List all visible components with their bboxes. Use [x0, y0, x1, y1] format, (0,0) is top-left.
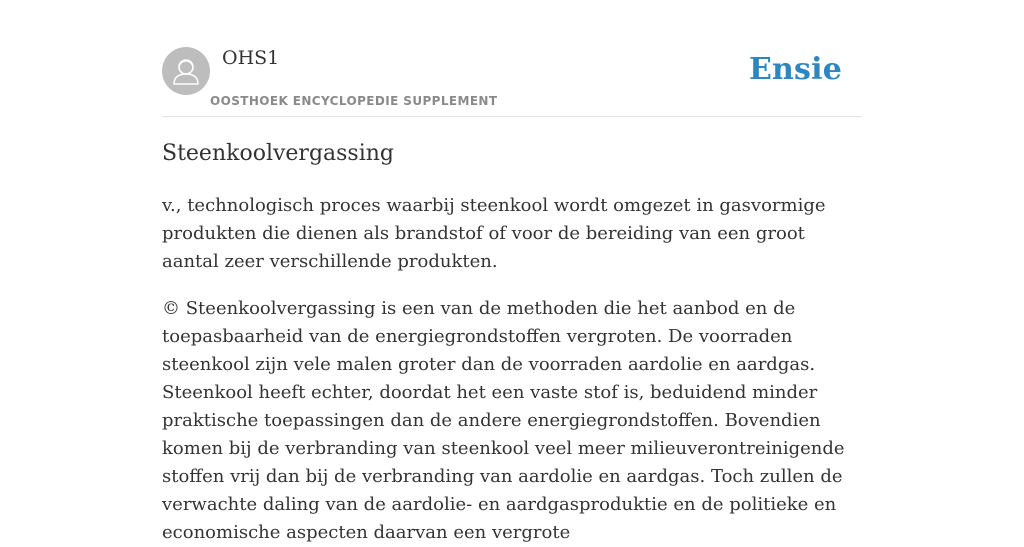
ensie-logo[interactable]: Ensie: [748, 52, 842, 87]
author-avatar[interactable]: [162, 47, 210, 95]
author-name[interactable]: OHS1: [222, 47, 280, 69]
article-header: [162, 0, 862, 117]
page-container: [162, 0, 862, 543]
user-silhouette-icon: [162, 47, 210, 95]
source-label[interactable]: OOSTHOEK ENCYCLOPEDIE SUPPLEMENT: [210, 94, 498, 108]
article-paragraph: v., technologisch proces waarbij steenkool wordt omgezet in gasvormige produkten die dienen als brandstof of voor de bereiding van een groot aantal zeer verschillende produkten.: [162, 195, 826, 272]
article-paragraph: © Steenkoolvergassing is een van de methoden die het aanbod en de toepasbaarheid van de energiegrondstoffen vergroten. De voorraden steenkool zijn vele malen groter dan de voorraden aardolie en aardgas. Steenkool heeft echter, doordat het een vaste stof is, beduidend minder praktische toepassingen dan de andere energiegrondstoffen. Bovendien komen bij de verbranding van steenkool veel meer milieuverontreinigende stoffen vrij dan bij de verbranding van aardolie en aardgas. Toch zullen de verwachte daling van de aardolie- en aardgasproduktie en de politieke en economische aspecten daarvan een vergrote: [162, 298, 845, 543]
article-title: Steenkoolvergassing: [162, 141, 395, 166]
